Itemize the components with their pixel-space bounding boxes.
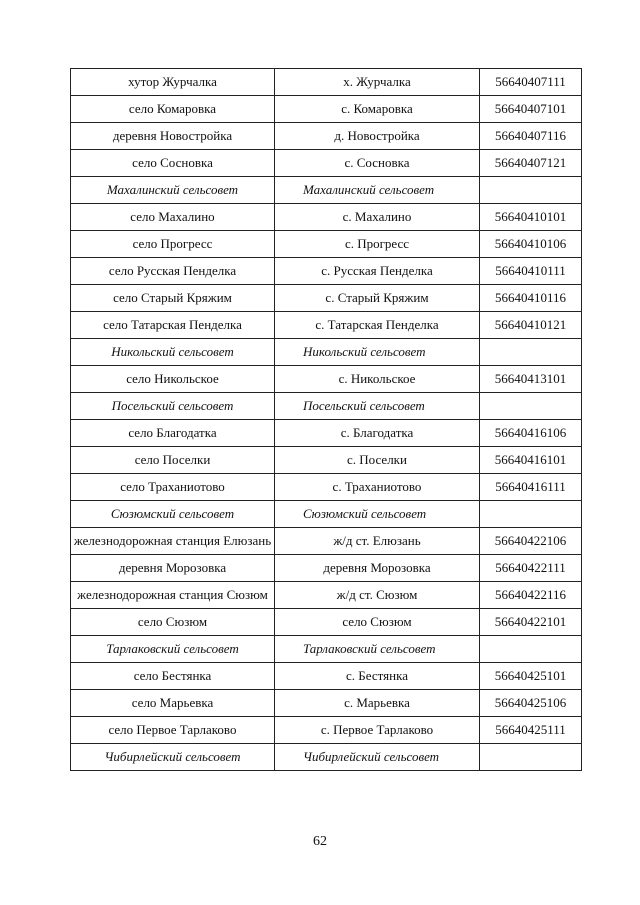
- table-section-row: [71, 744, 582, 771]
- table-row: [71, 690, 582, 717]
- cell-oktmo-code: 56640425111: [480, 717, 582, 744]
- cell-oktmo-code: [480, 177, 582, 204]
- cell-short-name: [275, 231, 480, 258]
- cell-settlement-name: село Русская Пенделка: [71, 258, 275, 285]
- table-body: [71, 69, 582, 771]
- cell-oktmo-code: 56640422101: [480, 609, 582, 636]
- cell-short-name: [275, 285, 480, 312]
- table-row: [71, 609, 582, 636]
- cell-short-name: [275, 96, 480, 123]
- cell-oktmo-code: 56640416106: [480, 420, 582, 447]
- table-row: [71, 420, 582, 447]
- cell-short-name: [275, 717, 480, 744]
- cell-short-name: [275, 447, 480, 474]
- table-section-row: [71, 501, 582, 528]
- cell-short-name: [275, 393, 480, 420]
- table-row: [71, 231, 582, 258]
- table-row: [71, 717, 582, 744]
- short-name-text: с. Старый Кряжим: [325, 290, 429, 305]
- cell-oktmo-code: [480, 393, 582, 420]
- cell-settlement-name: село Татарская Пенделка: [71, 312, 275, 339]
- short-name-text: Посельский сельсовет: [303, 398, 425, 413]
- cell-short-name: [275, 555, 480, 582]
- table-row: [71, 366, 582, 393]
- table-row: [71, 123, 582, 150]
- table-row: [71, 204, 582, 231]
- table-row: [71, 582, 582, 609]
- cell-oktmo-code: 56640410111: [480, 258, 582, 285]
- cell-settlement-name: Сюзюмский сельсовет: [71, 501, 275, 528]
- short-name-text: село Сюзюм: [342, 614, 412, 629]
- cell-short-name: [275, 501, 480, 528]
- cell-oktmo-code: 56640416101: [480, 447, 582, 474]
- short-name-text: с. Русская Пенделка: [321, 263, 433, 278]
- short-name-text: ж/д ст. Елюзань: [333, 533, 421, 548]
- cell-short-name: [275, 420, 480, 447]
- cell-oktmo-code: [480, 339, 582, 366]
- short-name-text: ж/д ст. Сюзюм: [336, 587, 418, 602]
- table-row: [71, 528, 582, 555]
- cell-oktmo-code: 56640410106: [480, 231, 582, 258]
- cell-oktmo-code: [480, 744, 582, 771]
- cell-oktmo-code: 56640422116: [480, 582, 582, 609]
- table-row: [71, 663, 582, 690]
- cell-settlement-name: село Траханиотово: [71, 474, 275, 501]
- table-row: [71, 447, 582, 474]
- short-name-text: с. Прогресс: [344, 236, 410, 251]
- cell-oktmo-code: 56640407121: [480, 150, 582, 177]
- cell-oktmo-code: 56640410116: [480, 285, 582, 312]
- cell-settlement-name: село Сосновка: [71, 150, 275, 177]
- table-row: [71, 555, 582, 582]
- cell-settlement-name: Тарлаковский сельсовет: [71, 636, 275, 663]
- table-row: [71, 96, 582, 123]
- cell-short-name: [275, 204, 480, 231]
- cell-settlement-name: хутор Журчалка: [71, 69, 275, 96]
- cell-short-name: [275, 123, 480, 150]
- cell-short-name: [275, 339, 480, 366]
- cell-short-name: [275, 690, 480, 717]
- short-name-text: с. Махалино: [342, 209, 412, 224]
- cell-settlement-name: село Сюзюм: [71, 609, 275, 636]
- short-name-text: Махалинский сельсовет: [303, 182, 435, 197]
- cell-oktmo-code: 56640410101: [480, 204, 582, 231]
- table-row: [71, 258, 582, 285]
- cell-oktmo-code: 56640407111: [480, 69, 582, 96]
- table-row: [71, 150, 582, 177]
- cell-oktmo-code: 56640407116: [480, 123, 582, 150]
- cell-settlement-name: Посельский сельсовет: [71, 393, 275, 420]
- cell-oktmo-code: 56640422111: [480, 555, 582, 582]
- cell-short-name: [275, 69, 480, 96]
- cell-settlement-name: железнодорожная станция Елюзань: [71, 528, 275, 555]
- cell-settlement-name: Махалинский сельсовет: [71, 177, 275, 204]
- cell-settlement-name: село Махалино: [71, 204, 275, 231]
- cell-oktmo-code: 56640410121: [480, 312, 582, 339]
- cell-short-name: [275, 177, 480, 204]
- cell-short-name: [275, 474, 480, 501]
- cell-short-name: [275, 582, 480, 609]
- cell-short-name: [275, 258, 480, 285]
- cell-settlement-name: деревня Новостройка: [71, 123, 275, 150]
- cell-short-name: [275, 528, 480, 555]
- cell-oktmo-code: 56640413101: [480, 366, 582, 393]
- table-section-row: [71, 177, 582, 204]
- cell-oktmo-code: 56640422106: [480, 528, 582, 555]
- short-name-text: с. Сосновка: [344, 155, 410, 170]
- page-number: 62: [313, 834, 327, 849]
- cell-short-name: [275, 744, 480, 771]
- cell-settlement-name: Никольский сельсовет: [71, 339, 275, 366]
- short-name-text: Тарлаковский сельсовет: [303, 641, 436, 656]
- short-name-text: Чибирлейский сельсовет: [303, 749, 440, 764]
- cell-settlement-name: село Комаровка: [71, 96, 275, 123]
- short-name-text: с. Бестянка: [346, 668, 408, 683]
- table-section-row: [71, 339, 582, 366]
- cell-settlement-name: село Прогресс: [71, 231, 275, 258]
- cell-short-name: [275, 663, 480, 690]
- short-name-text: с. Траханиотово: [332, 479, 422, 494]
- cell-settlement-name: село Марьевка: [71, 690, 275, 717]
- short-name-text: с. Никольское: [338, 371, 416, 386]
- cell-settlement-name: село Поселки: [71, 447, 275, 474]
- cell-oktmo-code: [480, 636, 582, 663]
- cell-settlement-name: деревня Морозовка: [71, 555, 275, 582]
- cell-settlement-name: Чибирлейский сельсовет: [71, 744, 275, 771]
- short-name-text: Никольский сельсовет: [303, 344, 426, 359]
- cell-settlement-name: село Первое Тарлаково: [71, 717, 275, 744]
- cell-settlement-name: село Никольское: [71, 366, 275, 393]
- cell-short-name: [275, 609, 480, 636]
- table-row: [71, 474, 582, 501]
- table-section-row: [71, 393, 582, 420]
- cell-short-name: [275, 150, 480, 177]
- table-row: [71, 312, 582, 339]
- cell-oktmo-code: 56640425101: [480, 663, 582, 690]
- cell-short-name: [275, 312, 480, 339]
- table-row: [71, 69, 582, 96]
- cell-settlement-name: село Благодатка: [71, 420, 275, 447]
- cell-settlement-name: железнодорожная станция Сюзюм: [71, 582, 275, 609]
- cell-settlement-name: село Старый Кряжим: [71, 285, 275, 312]
- cell-oktmo-code: 56640425106: [480, 690, 582, 717]
- table-section-row: [71, 636, 582, 663]
- cell-oktmo-code: 56640416111: [480, 474, 582, 501]
- settlements-table: [70, 68, 582, 771]
- short-name-text: с. Первое Тарлаково: [320, 722, 434, 737]
- short-name-text: х. Журчалка: [343, 74, 411, 89]
- short-name-text: с. Благодатка: [340, 425, 414, 440]
- cell-short-name: [275, 636, 480, 663]
- cell-oktmo-code: [480, 501, 582, 528]
- short-name-text: с. Татарская Пенделка: [315, 317, 439, 332]
- short-name-text: с. Комаровка: [341, 101, 413, 116]
- cell-oktmo-code: 56640407101: [480, 96, 582, 123]
- table-row: [71, 285, 582, 312]
- cell-short-name: [275, 366, 480, 393]
- short-name-text: с. Марьевка: [344, 695, 410, 710]
- short-name-text: Сюзюмский сельсовет: [303, 506, 427, 521]
- short-name-text: с. Поселки: [347, 452, 407, 467]
- cell-settlement-name: село Бестянка: [71, 663, 275, 690]
- short-name-text: деревня Морозовка: [323, 560, 431, 575]
- short-name-text: д. Новостройка: [334, 128, 420, 143]
